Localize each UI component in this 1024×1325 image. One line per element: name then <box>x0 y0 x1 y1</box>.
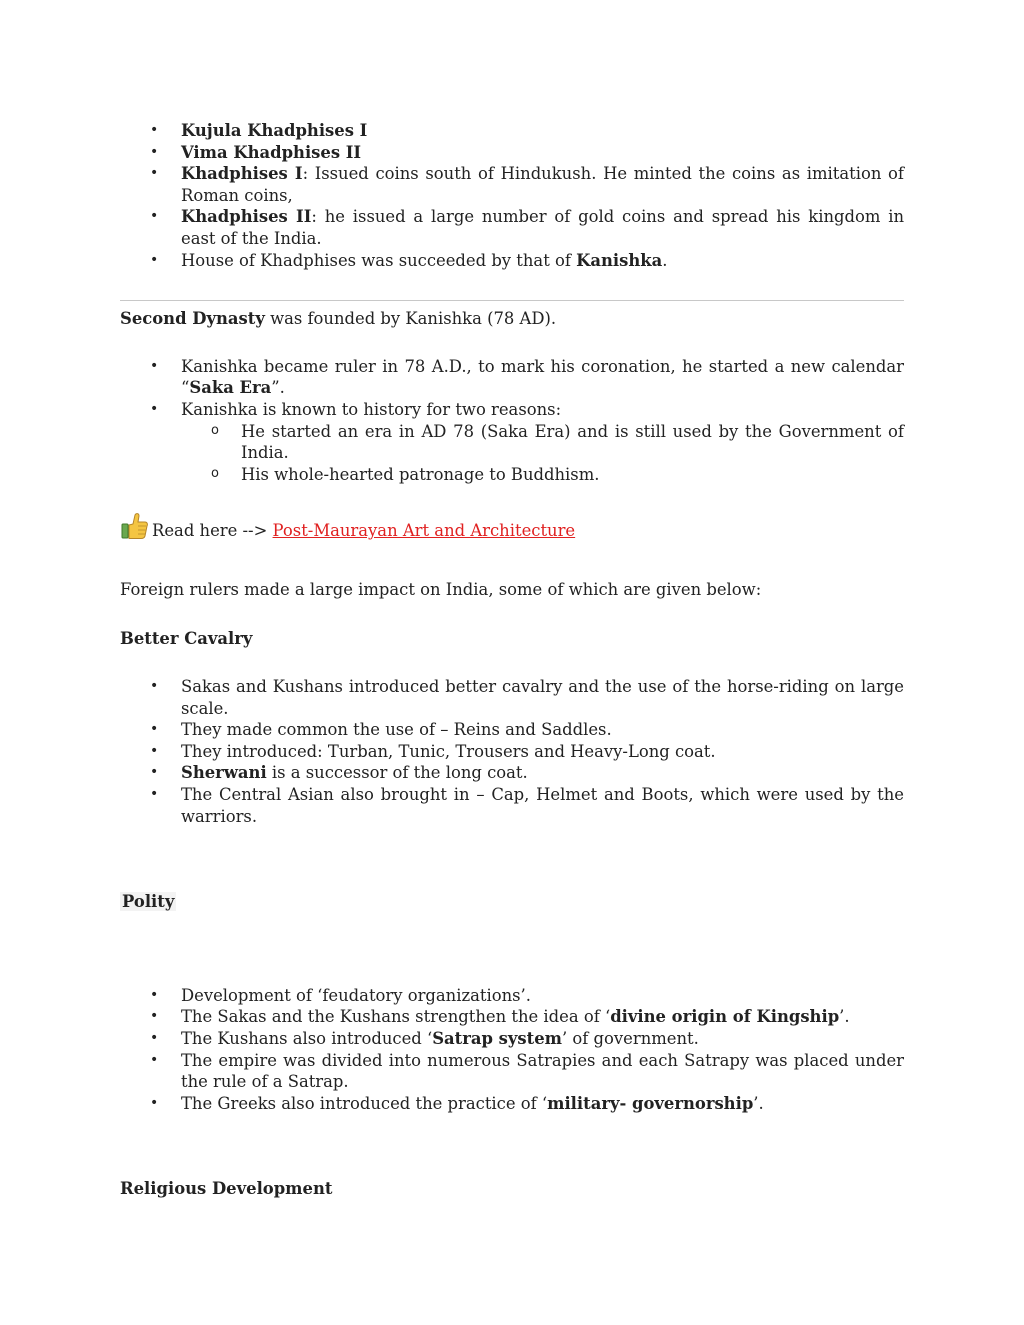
kanishka-list <box>120 356 904 486</box>
list-item: • Khadphises I: Issued coins south of Hindukush. He minted the coins as imitation of Roman coins, <box>120 163 904 206</box>
list-item: • The Sakas and the Kushans strengthen the idea of ‘divine origin of Kingship’. <box>120 1006 904 1028</box>
second-dynasty-paragraph: Second Dynasty was founded by Kanishka (78 AD). <box>120 309 557 329</box>
list-item: • The Central Asian also brought in – Cap, Helmet and Boots, which were used by the warriors. <box>120 784 904 827</box>
list-item: • Khadphises II: he issued a large number of gold coins and spread his kingdom in east of the India. <box>120 206 904 249</box>
thumbs-up-icon <box>120 512 148 540</box>
kanishka-sublist <box>120 421 904 486</box>
polity-heading: Polity <box>122 892 175 912</box>
list-item: • Kanishka is known to history for two reasons: o He started an era in AD 78 (Saka Era) and is still used by the Government of India. o His whole-hearted patronage to Buddhism. <box>120 399 904 485</box>
list-item: • They introduced: Turban, Tunic, Trousers and Heavy-Long coat. <box>120 741 904 763</box>
list-item: • House of Khadphises was succeeded by that of Kanishka. <box>120 250 904 272</box>
list-item: • The Greeks also introduced the practice of ‘military- governorship’. <box>120 1093 904 1115</box>
cavalry-list <box>120 676 904 827</box>
khadphises-list <box>120 120 904 271</box>
post-mauryan-art-link[interactable]: Post-Maurayan Art and Architecture <box>272 521 576 541</box>
list-item: • Sherwani is a successor of the long coat. <box>120 762 904 784</box>
better-cavalry-heading: Better Cavalry <box>120 628 253 648</box>
sublist-item: o His whole-hearted patronage to Buddhism. <box>120 464 904 486</box>
polity-list <box>120 985 904 1115</box>
list-item: • They made common the use of – Reins and Saddles. <box>120 719 904 741</box>
list-item: • The empire was divided into numerous Satrapies and each Satrapy was placed under the rule of a Satrap. <box>120 1050 904 1093</box>
foreign-rulers-intro: Foreign rulers made a large impact on India, some of which are given below: <box>120 579 762 599</box>
document-page <box>120 120 904 1200</box>
list-item: • Development of ‘feudatory organizations’. <box>120 985 904 1007</box>
list-item: • The Kushans also introduced ‘Satrap system’ of government. <box>120 1028 904 1050</box>
sublist-item: o He started an era in AD 78 (Saka Era) and is still used by the Government of India. <box>120 421 904 464</box>
read-here-line: Read here --> Post-Maurayan Art and Architecture <box>120 512 904 542</box>
religious-development-heading: Religious Development <box>120 1179 333 1199</box>
list-item: • Sakas and Kushans introduced better cavalry and the use of the horse-riding on large scale. <box>120 676 904 719</box>
list-item: • Kanishka became ruler in 78 A.D., to mark his coronation, he started a new calendar “Saka Era”. <box>120 356 904 399</box>
list-item: • Kujula Khadphises I <box>120 120 904 142</box>
list-item: • Vima Khadphises II <box>120 142 904 164</box>
